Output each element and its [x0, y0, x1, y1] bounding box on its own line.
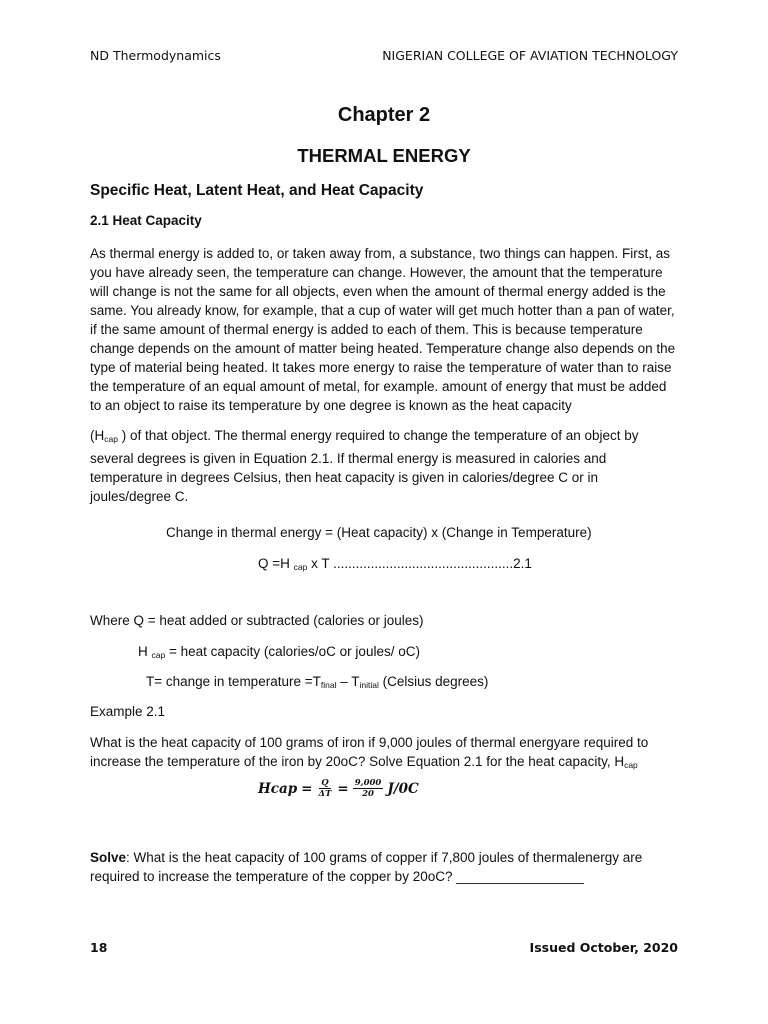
where-t-post: (Celsius degrees) — [378, 674, 489, 689]
math-lhs: Hcap — [258, 780, 298, 797]
chapter-number: Chapter 2 — [337, 104, 431, 126]
where-hcap-pre: H — [138, 644, 152, 659]
fraction-9000-over-20 — [353, 778, 384, 799]
math-unit: J/0C — [387, 780, 419, 797]
where-hcap-subscript: cap — [151, 650, 166, 660]
heat-capacity-math-equation — [258, 778, 419, 799]
where-t-mid: – T — [336, 674, 360, 689]
fraction-q-over-delta-t — [316, 778, 333, 799]
fraction-denominator-20: 20 — [362, 789, 374, 799]
paragraph-heat-capacity-intro: As thermal energy is added to, or taken away from, a substance, two things can happen. First, as you have already seen, the temperature can change. However, the amount that the temperature will change is not the same for all objects, even when the amount of thermal energy added is the same. You already know, for example, that a cup of water will get much hotter than a pan of water, if the same amount of thermal energy is added to each of them. This is because temperature change depends on the amount of matter being heated. Temperature change also depends on the type of material being heated. It takes more energy to raise the temperature of water than to raise the temperature of an equal amount of metal, for example. amount of energy that must be added to an object to raise its temperature by one degree is known as the heat capacity — [90, 246, 676, 413]
example-question — [90, 733, 680, 775]
where-hcap-post: = heat capacity (calories/oC or joules/ oC) — [165, 644, 420, 659]
equation-words: Change in thermal energy = (Heat capacity) x (Change in Temperature) — [166, 525, 592, 540]
hcap-subscript: cap — [104, 434, 118, 444]
solve-text: : What is the heat capacity of 100 grams of copper if 7,800 joules of thermalenergy are required to increase the temperature of the copper by 20oC? _________________ — [90, 850, 643, 884]
equation-formula — [258, 556, 532, 572]
where-q-definition: Where Q = heat added or subtracted (calories or joules) — [90, 613, 424, 628]
page-number: 18 — [90, 940, 108, 955]
fraction-numerator-9000: 9,000 — [354, 778, 382, 788]
where-hcap-definition — [138, 644, 420, 660]
chapter-title: THERMAL ENERGY — [297, 145, 471, 166]
example-label: Example 2.1 — [90, 704, 166, 719]
issue-date: Issued October, 2020 — [529, 940, 678, 955]
fraction-numerator-q: Q — [321, 778, 329, 788]
section-title: Specific Heat, Latent Heat, and Heat Capacity — [90, 182, 424, 199]
where-t-definition — [146, 674, 488, 690]
solve-label: Solve — [90, 850, 127, 865]
header-institution: NIGERIAN COLLEGE OF AVIATION TECHNOLOGY — [382, 48, 678, 63]
formula-post: x T ................................................2.1 — [307, 556, 532, 571]
fraction-denominator-delta-t: ΔT — [318, 789, 332, 799]
paragraph2-rest: ) of that object. The thermal energy required to change the temperature of an object by several degrees is given in Equation 2.1. If thermal energy is measured in calories and temperature in degrees Celsius, then heat capacity is given in calories/degree C or in joules/degree C. — [90, 428, 639, 504]
math-equals-1: = — [301, 780, 313, 797]
example-subscript: cap — [624, 760, 638, 770]
where-t-initial-subscript: initial — [359, 680, 379, 690]
subsection-title: 2.1 Heat Capacity — [90, 213, 202, 228]
paragraph-heat-capacity-definition — [90, 426, 680, 506]
example-question-text: What is the heat capacity of 100 grams of iron if 9,000 joules of thermal energyare required to increase the temperature of the iron by 20oC? Solve Equation 2.1 for the heat capacity, H — [90, 735, 649, 769]
where-t-final-subscript: final — [320, 680, 337, 690]
formula-pre: Q =H — [258, 556, 294, 571]
solve-exercise — [90, 848, 680, 886]
math-equals-2: = — [337, 780, 349, 797]
formula-subscript: cap — [293, 562, 308, 572]
header-course-title: ND Thermodynamics — [90, 48, 221, 63]
hcap-open: (H — [90, 428, 105, 443]
where-t-pre: T= change in temperature =T — [146, 674, 321, 689]
